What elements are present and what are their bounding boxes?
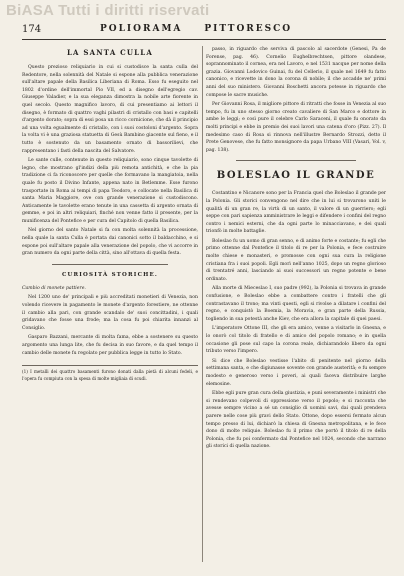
left-column [22, 46, 198, 570]
section-paragraph: Boleslao fu un uomo di gran senno, e di animo forte e costante; fu egli che primo ottenne dal Pontefice il titolo di re per la Polonia, e fece costruire molte chiese e monasteri, e promosse con ogni sua cura la religione cristiana fra i suoi popoli. Egli morì nell'anno 1025, dopo un regno glorioso di trentatré anni, lasciando ai suoi successori un regno potente e bene ordinato. [206, 238, 386, 282]
article-paragraph: Le sante culle, contenute in questo reliquiario, sono cinque tavolette di legno, che mostrano gl'indizi della più remota antichità, e che la pia tradizione ci fa riconoscere per quelle che formavano la mangiatoia, nella quale fu posto il Divino Infante, appena nato in Betlemme. Esse furono trasportate in Roma ai tempi di papa Teodoro, e collocate nella Basilica di santa Maria Maggiore, ove con grande venerazione si custodiscono. Anticamente le tavolette erano tenute in una cassetta di argento ornata di gemme, e poi in altri reliquiari, finché non venne fatto il presente, per la munificenza del Pontefice e per cura del Capitolo di quella Basilica. [22, 158, 198, 224]
library-watermark: BiASA Tutti i diritti riservati [6, 2, 210, 19]
section-paragraph: Ebbe egli pure gran cura della giustizia, e punì severamente i ministri che si rendevano colpevoli di oppressione verso il popolo; e si racconta che avesse sempre vicino a sé un consiglio di uomini savi, dai quali prendeva parere nelle cose più gravi dello Stato. Ottone, dopo essersi fermato alcun tempo presso di lui, dichiarò la chiesa di Gnesna metropolitana, e le fece dono di molte reliquie. Boleslao fu il primo che portò il titolo di re della Polonia, che fu poi confermato dal Pontefice nel 1024, secondo che narrano gli storici di quella nazione. [206, 391, 386, 450]
section-paragraph: Costantino e Nicanore sono per la Francia quel che Boleslao il grande per la Polonia. Gli storici convengono nel dire che in lui si trovarono uniti le qualità di un gran re, la virtù di un santo, il valore di un guerriero; egli seppe con pari sapienza amministrare le leggi e difendere i confini del regno contro i nemici esterni, che da ogni parte lo minacciavano, e dei quali trionfò in molte battaglie. [206, 191, 386, 235]
section-divider [236, 160, 356, 161]
section-title: BOLESLAO IL GRANDE [216, 170, 376, 182]
section-divider [52, 264, 168, 265]
page-header [22, 20, 386, 38]
right-column [206, 46, 386, 570]
section-paragraph: L'imperatore Ottone III, che gli era amico, venne a visitarlo in Gnesna, e lo onorò col titolo di fratello e di amico del popolo romano; e in quella occasione gli pose sul capo la corona reale, dichiarandolo libero da ogni tributo verso l'impero. [206, 326, 386, 355]
continued-paragraph: passo, in riguardo che serviva di pascolo al sacerdote (Genesi, Pa de Forense, pag. 46). Cornelio Eughelbrechtsen, pittore olandese, soprannominato il cornea, era nel Lavoro, e nel 1531 nacque per nome della grazia. Giovanni Lodovico Guinai, fu del Cellerio, il quale nel 1649 fu fatto canonico, e ricevette in dono la corona di nobile; il che accadde ne' primi anni del suo ministero. Giovanni Boschetti ancora potesse in riguardo che compose le sacre musiche. [206, 47, 386, 98]
curiosity-paragraph: Nel 1200 uno de' principali e più accreditati monetieri di Venezia, non volendo ricevere in pagamento le monete d'argento forestiere, ne ottenne il cambio alla pari, con grande scandalo de' suoi concittadini, i quali gridavano che fosse una frode; ma la cosa fu poi chiarita innanzi al Consiglio. [22, 295, 198, 331]
running-title-left: POLIORAMA [100, 24, 183, 34]
section-paragraph: Alla morte di Mieceslao I, suo padre (992), la Polonia si trovava in grande confusione, e Boleslao ebbe a combattere contro i fratelli che gli contrastavano il trono; ma vinti questi, egli si rivolse a dilatare i confini del regno, e conquistò la Boemia, la Moravia, e gran parte della Russia, togliendo in sua potestà anche Kiev, che era allora la capitale di quei paesi. [206, 286, 386, 322]
section-paragraph: Si dice che Boleslao vestisse l'abito di penitente nel giorno della settimana santa, e che digiunasse sovente con grande austerità; e fu sempre modesto e generoso verso i poveri, ai quali faceva distribuire larghe elemosine. [206, 358, 386, 387]
column-divider [202, 46, 203, 562]
continued-paragraph: Per Giovanni Rosa, il migliore pittore di ritratti che fosse in Venezia al suo tempo, fu in uno stesso giorno creato cavaliere di San Marco e dottore in ambe le leggi; e così pure il celebre Carlo Saraceni, il quale fu onorato da molti principi e ebbe in premio dei suoi lavori una catena d'oro (Pizz. 27). Il medesimo caso di Rosa si rinnova nell'illustre Bernardo Strozzi, detto il Prete Genovese, che fu fatto monsignore da papa Urbano VIII (Vasari, Vol. v, pag. 138). [206, 102, 386, 153]
article-paragraph: Nel giorno del santo Natale si fa con molta solennità la processione, nella quale la santa Culla è portata dai canonici sotto il baldacchino, e si espone poi sull'altare papale alla venerazione del popolo, che vi accorre in gran numero da ogni parte della città, sino all'ottava di quella festa. [22, 228, 198, 257]
footnote: (1) I metalli dei quattro basamenti furono donati dalla pietà di alcuni fedeli, e l'opera fu compiuta con la spesa di molte migliaia di scudi. [22, 365, 198, 382]
curiosity-subtitle: Cambio di monete pattiere. [22, 285, 86, 291]
curiosity-paragraph: Gasparo Bazzani, mercante di molta fama, ebbe a sostenere su questo argomento una lunga lite, che fu decisa in suo favore, e da quel tempo il cambio delle monete fu regolato per pubblica legge in tutto lo Stato. [22, 335, 198, 356]
header-rule [22, 39, 386, 40]
page-number: 174 [22, 23, 42, 35]
running-title-right: PITTORESCO [204, 24, 293, 34]
article-paragraph: Questo prezioso reliquiario in cui si custodisce la santa culla del Redentore, nella solennità del Natale si espone alla pubblica venerazione sull'altare papale della Basilica Liberiana di Roma. Esso fu eseguito nel 1802 d'ordine dell'immortal Pio VII, ed a disegno dell'egregio cav. Giuseppe Valadier, e la sua eleganza dimostra la nobile arte fiorente in quel secolo. Questo magnifico lavoro, di cui presentiamo ai lettori il disegno, è formato di quattro vaghi pilastri di cristallo con basi e capitelli d'argento dorato; sopra di essi posa un ricco cornicione, che dà il principio ad una volta egualmente di cristallo, con i suoi costoloni d'argento. Sopra la volta vi è una graziosa statuetta di Gesù Bambino giacente sul fieno, e il tutto è sostenuto da un basamento ornato di bassorilievi, che rappresentano i fasti della nascita del Salvatore. [22, 65, 198, 154]
article-title: LA SANTA CULLA [66, 48, 154, 57]
curiosity-section-title: CURIOSITÀ STORICHE. [61, 271, 159, 278]
